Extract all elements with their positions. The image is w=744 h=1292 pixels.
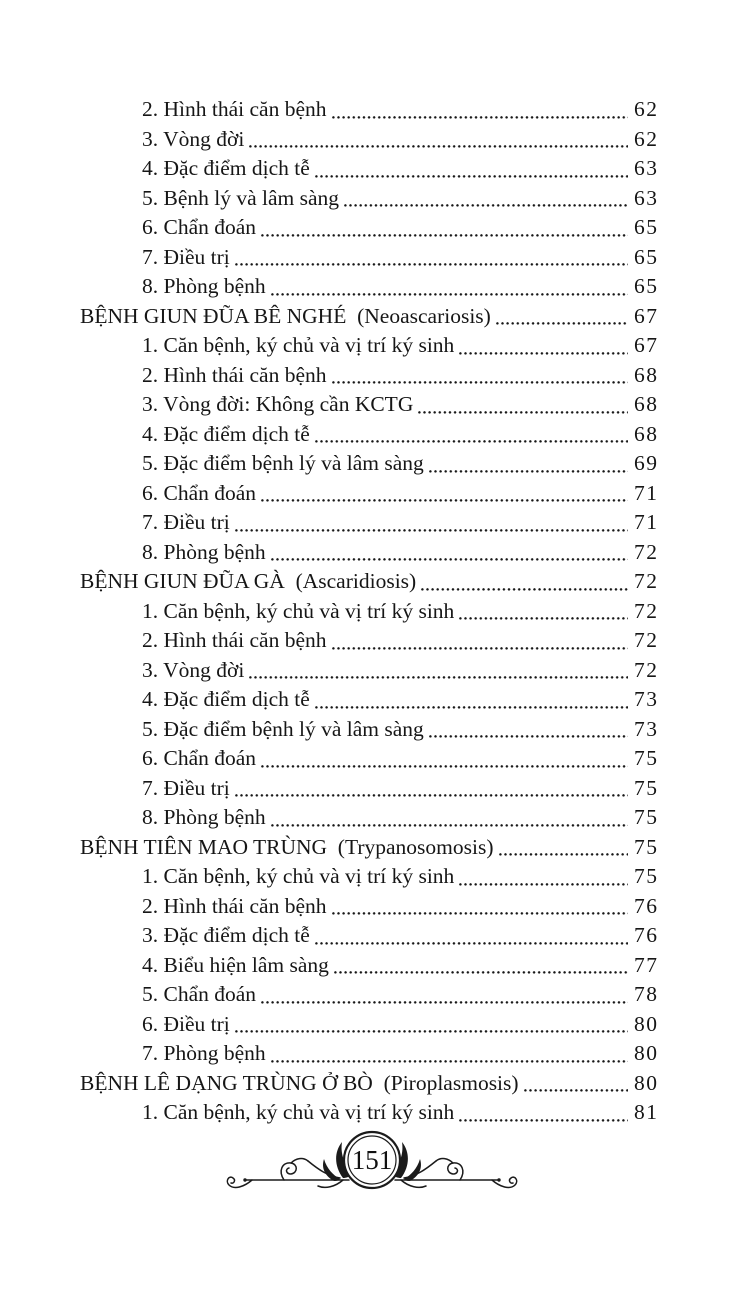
toc-entry [80, 508, 657, 538]
toc-entry [80, 685, 657, 715]
toc-entry-title: 4. Đặc điểm dịch tễ [142, 156, 310, 180]
toc-entry-title: 7. Điều trị [142, 775, 230, 800]
toc-entry [80, 862, 657, 892]
dot-leader [249, 676, 627, 679]
toc-entry-title: 3. Vòng đời: Không cần KCTG [142, 392, 414, 416]
toc-entry [80, 184, 657, 214]
toc-entry-title: 4. Biểu hiện lâm sàng [142, 952, 329, 977]
toc-entry-page: 63 [634, 156, 659, 180]
toc-entry [80, 420, 657, 450]
dot-leader [459, 883, 627, 886]
dot-leader [429, 735, 628, 738]
dot-leader [334, 971, 628, 974]
page-number: 151 [351, 1145, 393, 1175]
toc-entry-title: 5. Đặc điểm bệnh lý và lâm sàng [142, 451, 424, 475]
dot-leader [344, 204, 627, 207]
dot-leader [459, 352, 627, 355]
dot-leader [332, 912, 628, 915]
toc-entry [80, 774, 657, 804]
dot-leader [261, 765, 627, 768]
toc-entry-page: 72 [634, 539, 659, 564]
dot-leader [261, 499, 627, 502]
dot-leader [459, 1119, 627, 1122]
dot-leader [315, 942, 628, 945]
toc-entry-title: 4. Đặc điểm dịch tễ [142, 687, 310, 711]
toc-entry-page: 80 [634, 1070, 659, 1095]
toc-entry-page: 67 [634, 333, 659, 357]
toc-entry [80, 597, 657, 627]
toc-entry-title: 2. Hình thái căn bệnh [142, 362, 327, 387]
toc-entry-page: 68 [634, 392, 659, 416]
toc-entry-title: 6. Chẩn đoán [142, 215, 257, 239]
toc-entry-page: 76 [634, 893, 659, 918]
toc-entry-title: 5. Đặc điểm bệnh lý và lâm sàng [142, 716, 424, 741]
toc-entry-page: 76 [634, 923, 659, 947]
toc-entry-title: 2. Hình thái căn bệnh [142, 97, 327, 121]
toc-entry-page: 78 [634, 982, 659, 1006]
toc-entry [80, 331, 657, 361]
dot-leader [261, 234, 627, 237]
dot-leader [332, 381, 628, 384]
dot-leader [235, 263, 628, 266]
page-ornament [222, 1128, 522, 1212]
dot-leader [271, 293, 628, 296]
toc-entry-title: 5. Chẩn đoán [142, 982, 257, 1006]
toc-entry-title: 6. Điều trị [142, 1011, 230, 1036]
toc-entry-page: 72 [634, 657, 659, 682]
toc-entry [80, 892, 657, 922]
toc-entry [80, 390, 657, 420]
toc-entry-page: 63 [634, 185, 659, 210]
toc-entry [80, 95, 657, 125]
toc-entry-page: 75 [634, 864, 659, 888]
toc-entry-title: BỆNH GIUN ĐŨA BÊ NGHÉ (Neoascariosis) [80, 303, 491, 328]
toc-entry-page: 80 [634, 1011, 659, 1036]
toc-entry-page: 71 [634, 510, 659, 534]
toc-entry [80, 951, 657, 981]
toc-entry-title: 1. Căn bệnh, ký chủ và vị trí ký sinh [142, 1100, 455, 1124]
toc-entry [80, 980, 657, 1010]
toc-entry-title: 7. Phòng bệnh [142, 1041, 266, 1065]
toc-entry [80, 921, 657, 951]
toc-entry-title: 4. Đặc điểm dịch tễ [142, 421, 310, 446]
toc-entry [80, 302, 657, 332]
toc-entry [80, 567, 657, 597]
dot-leader [418, 411, 627, 414]
dot-leader [261, 1001, 627, 1004]
dot-leader [249, 145, 627, 148]
toc-entry-title: 5. Bệnh lý và lâm sàng [142, 185, 340, 210]
toc-entry-title: 2. Hình thái căn bệnh [142, 628, 327, 652]
toc-entry-page: 62 [634, 97, 659, 121]
toc-entry-title: 8. Phòng bệnh [142, 274, 266, 298]
toc-entry [80, 154, 657, 184]
toc-entry [80, 1010, 657, 1040]
toc-entry [80, 361, 657, 391]
toc-entry [80, 1069, 657, 1099]
toc-entry-title: 6. Chẩn đoán [142, 480, 257, 505]
toc-entry [80, 538, 657, 568]
toc-entry-title: 7. Điều trị [142, 244, 230, 269]
dot-leader [429, 470, 628, 473]
dot-leader [499, 853, 628, 856]
toc-entry [80, 1039, 657, 1069]
toc-entry-title: 1. Căn bệnh, ký chủ và vị trí ký sinh [142, 598, 455, 623]
dot-leader [315, 440, 628, 443]
toc-entry [80, 626, 657, 656]
toc-entry-page: 77 [634, 952, 659, 977]
toc-entry-title: 1. Căn bệnh, ký chủ và vị trí ký sinh [142, 333, 455, 357]
toc-entry-page: 75 [634, 775, 659, 800]
toc-entry [80, 449, 657, 479]
toc-entry-title: 2. Hình thái căn bệnh [142, 893, 327, 918]
toc-entry-page: 68 [634, 362, 659, 387]
toc-entry-page: 65 [634, 274, 659, 298]
dot-leader [235, 1030, 628, 1033]
toc-entry-title: BỆNH TIÊN MAO TRÙNG (Trypanosomosis) [80, 834, 494, 859]
dot-leader [421, 588, 627, 591]
toc-entry-title: 8. Phòng bệnh [142, 805, 266, 829]
toc-entry-page: 73 [634, 716, 659, 741]
toc-entry [80, 213, 657, 243]
toc-entry [80, 479, 657, 509]
dot-leader [332, 116, 628, 119]
toc-entry-title: BỆNH LÊ DẠNG TRÙNG Ở BÒ (Piroplasmosis) [80, 1070, 519, 1095]
dot-leader [496, 322, 628, 325]
dot-leader [315, 706, 628, 709]
dot-leader [271, 1060, 628, 1063]
toc-entry [80, 272, 657, 302]
toc-entry-page: 62 [634, 126, 659, 151]
toc-entry-page: 65 [634, 215, 659, 239]
page-footer [0, 1128, 744, 1212]
toc-entry-title: 3. Vòng đời [142, 657, 245, 682]
toc-entry-page: 73 [634, 687, 659, 711]
toc-entry-page: 72 [634, 598, 659, 623]
dot-leader [271, 558, 628, 561]
dot-leader [235, 529, 628, 532]
toc-entry-page: 69 [634, 451, 659, 475]
toc-entry-page: 75 [634, 746, 659, 770]
dot-leader [235, 794, 628, 797]
toc-entry-title: 7. Điều trị [142, 510, 230, 534]
toc-entry-title: 8. Phòng bệnh [142, 539, 266, 564]
toc-entry-page: 72 [634, 569, 659, 593]
toc-entry-page: 72 [634, 628, 659, 652]
toc-entry-title: 3. Đặc điểm dịch tễ [142, 923, 310, 947]
toc-list [80, 95, 657, 1128]
toc-entry [80, 803, 657, 833]
toc-entry [80, 125, 657, 155]
toc-entry [80, 656, 657, 686]
toc-entry-page: 80 [634, 1041, 659, 1065]
toc-entry-title: 1. Căn bệnh, ký chủ và vị trí ký sinh [142, 864, 455, 888]
toc-entry [80, 833, 657, 863]
toc-entry [80, 744, 657, 774]
dot-leader [315, 175, 628, 178]
toc-entry-page: 68 [634, 421, 659, 446]
dot-leader [332, 647, 628, 650]
toc-entry [80, 715, 657, 745]
toc-entry-page: 81 [634, 1100, 659, 1124]
toc-entry-page: 67 [634, 303, 659, 328]
toc-entry-page: 71 [634, 480, 659, 505]
toc-entry-page: 65 [634, 244, 659, 269]
toc-entry-title: BỆNH GIUN ĐŨA GÀ (Ascaridiosis) [80, 569, 417, 593]
toc-entry-title: 3. Vòng đời [142, 126, 245, 151]
toc-entry [80, 243, 657, 273]
toc-entry [80, 1098, 657, 1128]
toc-entry-title: 6. Chẩn đoán [142, 746, 257, 770]
dot-leader [271, 824, 628, 827]
toc-entry-page: 75 [634, 834, 659, 859]
toc-entry-page: 75 [634, 805, 659, 829]
dot-leader [524, 1089, 628, 1092]
dot-leader [459, 617, 627, 620]
